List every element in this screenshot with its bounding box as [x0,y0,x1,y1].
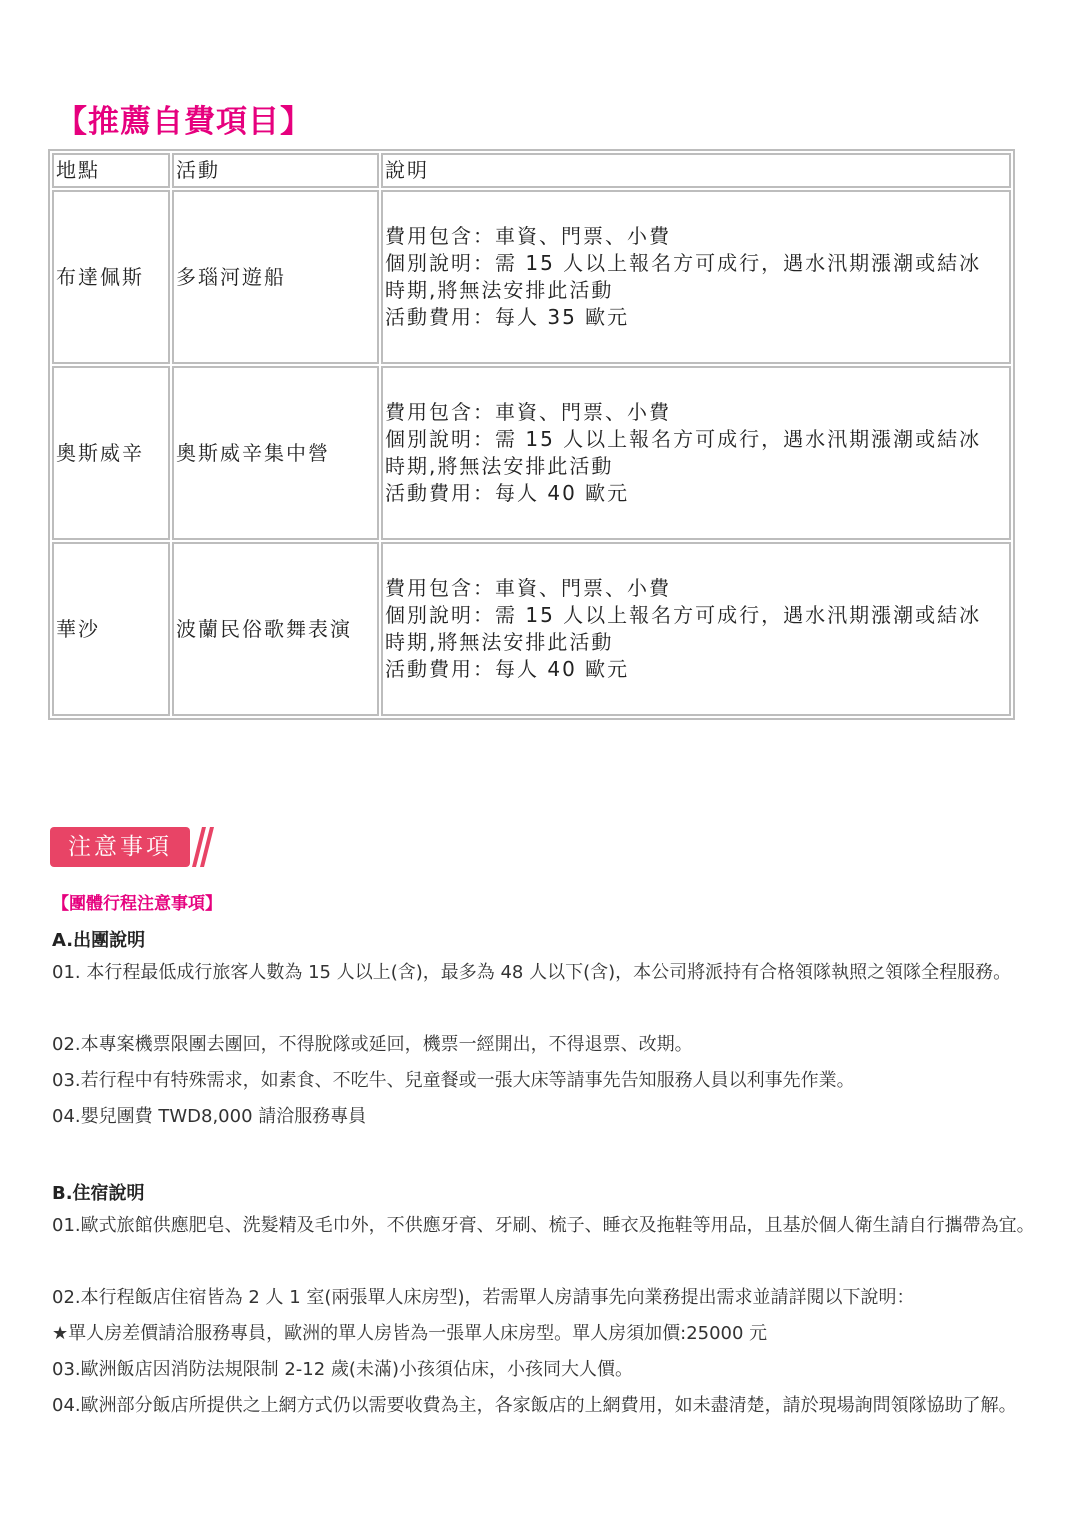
table-header-row [52,153,1011,188]
optional-tours-table [48,149,1015,720]
row-activity: 波蘭民俗歌舞表演 [172,542,379,716]
row-description [381,190,1011,364]
part-b-item: 03.歐洲飯店因消防法規限制 2-12 歲(未滿)小孩須佔床，小孩同大人價。 [52,1359,633,1380]
desc-line: 個別說明：需 15 人以上報名方可成行，遇水汛期漲潮或結冰 [385,603,982,627]
part-a-item: 02.本專案機票限團去團回，不得脫隊或延回，機票一經開出，不得退票、改期。 [52,1034,693,1055]
part-b-item: ★單人房差價請洽服務專員，歐洲的單人房皆為一張單人床房型。單人房須加價:25000 元 [52,1323,768,1344]
part-b-item: 01.歐式旅館供應肥皂、洗髮精及毛巾外，不供應牙膏、牙刷、梳子、睡衣及拖鞋等用品，且基於個人衛生請自行攜帶為宜。 [52,1215,1035,1236]
part-a-item: 01. 本行程最低成行旅客人數為 15 人以上(含)，最多為 48 人以下(含)，本公司將派持有合格領隊執照之領隊全程服務。 [52,962,1012,983]
row-activity: 多瑙河遊船 [172,190,379,364]
desc-line: 活動費用：每人 40 歐元 [385,657,630,681]
row-place: 布達佩斯 [52,190,170,364]
row-place: 華沙 [52,542,170,716]
part-a-item: 04.嬰兒團費 TWD8,000 請洽服務專員 [52,1106,367,1127]
part-b-item: 04.歐洲部分飯店所提供之上網方式仍以需要收費為主，各家飯店的上網費用，如未盡清楚，請於現場詢問領隊協助了解。 [52,1395,1017,1416]
header-place: 地點 [52,153,170,188]
notice-banner-label: 注意事項 [50,827,190,867]
row-activity: 奧斯威辛集中營 [172,366,379,540]
desc-line: 時期,將無法安排此活動 [385,454,614,478]
notice-banner [50,827,214,869]
part-b-item: 02.本行程飯店住宿皆為 2 人 1 室(兩張單人床房型)，若需單人房請事先向業務提出需求並請詳閱以下說明： [52,1287,915,1308]
header-activity: 活動 [172,153,379,188]
header-description: 說明 [381,153,1011,188]
desc-line: 活動費用：每人 40 歐元 [385,481,630,505]
desc-line: 活動費用：每人 35 歐元 [385,305,630,329]
desc-line: 費用包含：車資、門票、小費 [385,576,671,600]
desc-line: 個別說明：需 15 人以上報名方可成行，遇水汛期漲潮或結冰 [385,427,982,451]
notice-subtitle: 【團體行程注意事項】 [52,894,222,914]
part-b-heading: B.住宿說明 [52,1183,145,1204]
row-description [381,542,1011,716]
table-row [52,366,1011,540]
table-row [52,542,1011,716]
desc-line: 費用包含：車資、門票、小費 [385,224,671,248]
part-a-item: 03.若行程中有特殊需求，如素食、不吃牛、兒童餐或一張大床等請事先告知服務人員以利事先作業。 [52,1070,855,1091]
desc-line: 費用包含：車資、門票、小費 [385,400,671,424]
table-row [52,190,1011,364]
part-a-heading: A.出團說明 [52,930,146,951]
row-description [381,366,1011,540]
row-place: 奧斯威辛 [52,366,170,540]
page-title: 【推薦自費項目】 [56,104,312,140]
desc-line: 時期,將無法安排此活動 [385,278,614,302]
desc-line: 時期,將無法安排此活動 [385,630,614,654]
desc-line: 個別說明：需 15 人以上報名方可成行，遇水汛期漲潮或結冰 [385,251,982,275]
